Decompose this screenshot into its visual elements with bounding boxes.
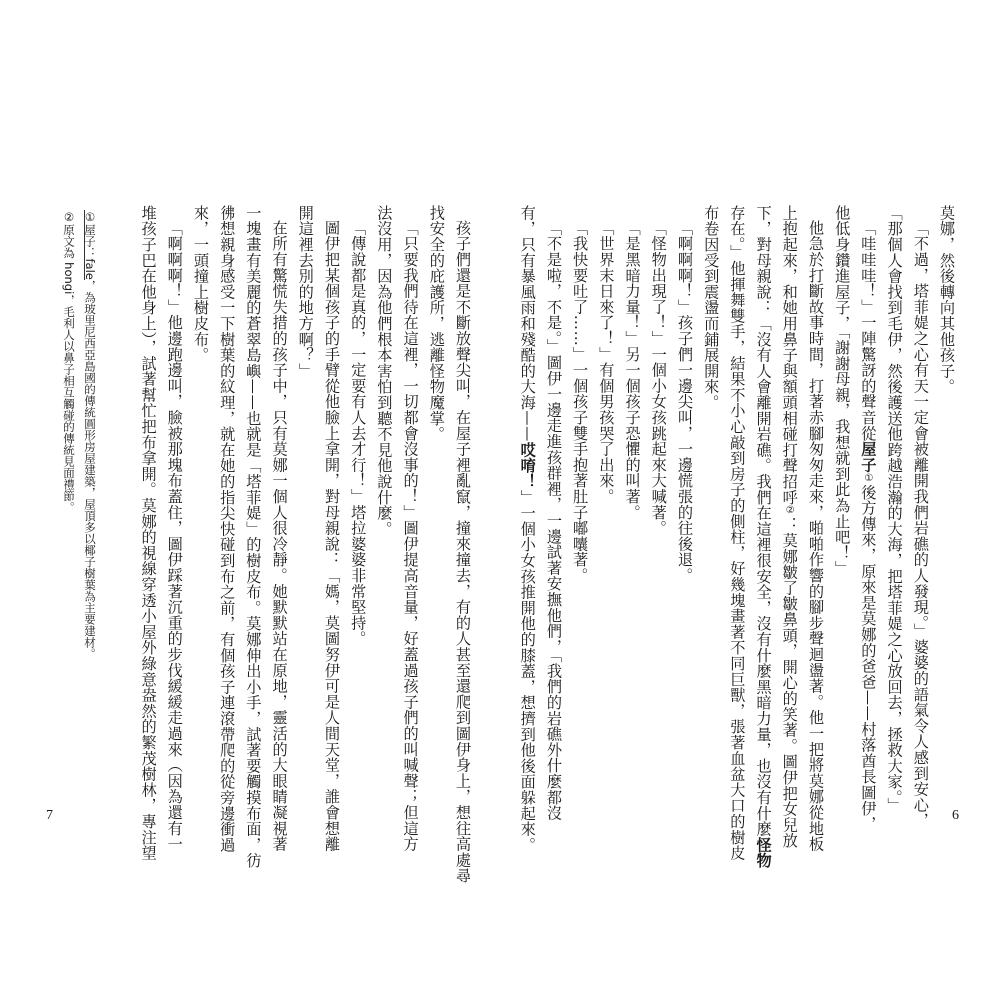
text-segment: 存在。」他揮舞雙手，結果不小心敲到房子的側柱，好幾塊畫著不同巨獸，張著血盆大口的樹皮: [728, 205, 747, 861]
paragraph: [450, 205, 476, 884]
paragraph: [397, 205, 423, 853]
paragraph: [424, 205, 450, 795]
paragraph: [934, 205, 960, 795]
footnotes: [58, 210, 100, 660]
text-segment: 「啊啊啊！」孩子們一邊尖叫，一邊慌張的往後退。: [675, 220, 694, 584]
paragraph: [162, 205, 188, 853]
text-segment: 他急於打斷故事時間，打著赤腳匆匆走來，啪啪作響的腳步聲迴盪著。他一把將莫娜從地板: [806, 220, 825, 853]
paragraph: [750, 205, 776, 869]
text-segment: 」一個小女孩推開他的膝蓋，想擠到他後面躲起來。: [518, 489, 537, 853]
text-segment: 上抱起來，和她用鼻子與額頭相碰打聲招呼: [780, 205, 799, 506]
page-number-right: 6: [952, 808, 959, 823]
text-segment: 堆孩子巴在他身上），試著幫忙把布拿開。莫娜的視線穿透小屋外綠意盎然的繁茂樹林，專注望: [139, 205, 158, 861]
paragraph: [855, 205, 881, 833]
paragraph: [646, 205, 672, 795]
bold-term: 屋子: [859, 441, 878, 473]
paragraph: [698, 205, 724, 795]
text-segment: 布卷因受到震盪而鋪展開來。: [702, 205, 721, 411]
paragraph: [266, 205, 292, 853]
paragraph: [593, 205, 619, 795]
text-segment: 「怪物出現了！」一個小女孩跳起來大喊著。: [649, 220, 668, 537]
text-segment: 圖伊把某個孩子的手臂從他臉上拿開，對母親說：「媽，莫圖努伊可是人間天堂，誰會想離: [322, 220, 341, 853]
text-segment: 後方傳來，原來是莫娜的爸爸——村落酋長圖伊，: [859, 484, 878, 833]
text-segment: 來，一頭撞上樹皮布。: [191, 205, 210, 363]
paragraph: [881, 205, 907, 814]
paragraph: [345, 205, 371, 795]
text-segment: 一塊畫有美麗的蒼翠島嶼——也就是「塔菲媞」的樹皮布。莫娜伸出小手，試著要觸摸布面，彷: [244, 205, 263, 869]
bold-term: 哎唷！: [518, 441, 537, 490]
footnote: ①屋子：fale，為玻里尼西亞島國的傳統圓形房屋建築，屋頂多以椰子樹葉為主要建材。: [83, 210, 97, 660]
footnote: ②原文為 hongi，毛利人以鼻子相互觸碰的傳統見面禮節。: [62, 210, 76, 513]
text-segment: 「只要我們待在這裡，一切都會沒事的！」圖伊提高音量，好蓋過孩子們的叫喊聲；但這方: [401, 220, 420, 853]
paragraph: [214, 205, 240, 853]
text-segment: 有，只有暴風雨和殘酷的大海——: [518, 205, 537, 442]
text-segment: 在所有驚慌失措的孩子中，只有莫娜一個人很冷靜。她默默站在原地，靈活的大眼睛凝視著: [270, 220, 289, 853]
text-segment: 彿想親身感受一下樹葉的紋理，就在她的指尖快碰到布之前，有個孩子連滾帶爬的從旁邊衝過: [218, 205, 237, 853]
text-segment: 「不過，塔菲媞之心有天一定會被離開我們岩礁的人發現。」婆婆的語氣令人感到安心，: [911, 220, 930, 829]
text-segment: 他低身鑽進屋子，「謝謝母親，我想就到此為止吧！」: [833, 205, 852, 577]
right-page: [500, 0, 1000, 1000]
paragraph: [240, 205, 266, 869]
text-segment: 孩子們還是不斷放聲尖叫，在屋子裡亂竄，撞來撞去，有的人甚至還爬到圖伊身上，想往高處尋: [454, 220, 472, 884]
text-segment: 開這裡去別的地方啊？」: [296, 205, 315, 379]
bold-term: 怪物: [754, 837, 773, 869]
paragraph: [293, 205, 319, 795]
footnote-marker: ②: [784, 505, 796, 517]
text-segment: 「世界末日來了！」有個男孩哭了出來。: [597, 220, 616, 505]
paragraph: [319, 205, 345, 853]
paragraph: [619, 205, 645, 795]
footnote-marker: ①: [863, 473, 875, 485]
paragraph: [829, 205, 855, 795]
paragraph: [908, 205, 934, 829]
paragraph: [724, 205, 750, 861]
text-segment: 「不是啦，不是。」圖伊一邊走進孩群裡，一邊試著安撫他們，「我們的岩礁外什麼都沒: [544, 220, 563, 822]
paragraph: [515, 205, 541, 853]
text-segment: 下，對母親說：「沒有人會離開岩礁。我們在這裡很安全，沒有什麼黑暗力量，也沒有什麼: [754, 205, 773, 837]
text-segment: 「那個人會找到毛伊，然後護送他跨越浩瀚的大海，把塔菲媞之心放回去，拯救大家。」: [885, 205, 904, 814]
text-segment: 「是黑暗力量！」另一個孩子恐懼的叫著。: [623, 220, 642, 521]
paragraph: [371, 205, 397, 795]
paragraph: [803, 205, 829, 853]
text-segment: 「啊啊啊！」他邊跑邊叫，臉被那塊布蓋住，圖伊踩著沉重的步伐緩緩走過來（因為還有一: [165, 220, 184, 853]
left-page-body-text: [135, 205, 476, 884]
paragraph: [672, 205, 698, 795]
paragraph: [777, 205, 803, 849]
paragraph: [188, 205, 214, 795]
text-segment: ：莫娜皺了皺鼻頭，開心的笑著。圖伊把女兒放: [780, 516, 799, 849]
paragraph: [135, 205, 161, 861]
text-segment: 「哇哇哇！」一陣驚訝的聲音從: [859, 220, 878, 442]
text-segment: 莫娜，然後轉向其他孩子。: [938, 205, 956, 395]
text-segment: 「傳說都是真的，一定要有人去才行！」塔拉婆婆非常堅持。: [349, 220, 368, 647]
right-page-body-text: [515, 205, 960, 869]
page-number-left: 7: [46, 808, 53, 823]
paragraph: [541, 205, 567, 822]
text-segment: 「我快要吐了……」一個孩子雙手抱著肚子嘟囔著。: [571, 220, 590, 584]
paragraph: [567, 205, 593, 795]
text-segment: 找安全的庇護所，逃離怪物魔掌。: [427, 205, 446, 442]
text-segment: 法沒用，因為他們根本害怕到聽不見他說什麼。: [375, 205, 394, 537]
